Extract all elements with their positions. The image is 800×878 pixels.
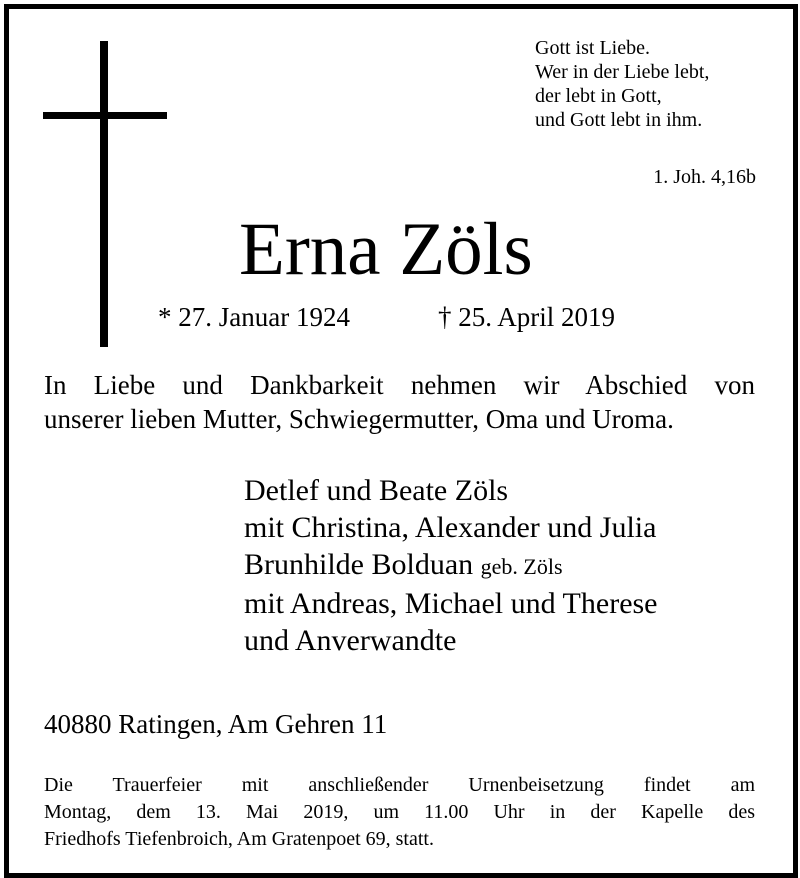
verse-reference: 1. Joh. 4,16b (653, 166, 756, 188)
bible-verse (535, 36, 709, 132)
verse-line: Wer in der Liebe lebt, (535, 61, 710, 83)
funeral-notice (44, 772, 755, 853)
family-member-name: Brunhilde Bolduan (244, 548, 474, 581)
family-line: Detlef und Beate Zöls (244, 474, 509, 507)
cross-vertical-bar (100, 41, 108, 347)
verse-line: und Gott lebt in ihm. (535, 109, 703, 131)
intro-line: unserer lieben Mutter, Schwiegermutter, Oma und Uroma. (44, 404, 674, 434)
verse-line: Gott ist Liebe. (535, 37, 650, 59)
family-line: mit Andreas, Michael und Therese (244, 587, 658, 620)
birth-date: * 27. Januar 1924 (158, 302, 350, 332)
maiden-name-note: geb. Zöls (480, 554, 563, 579)
notice-line: Montag, dem 13. Mai 2019, um 11.00 Uhr in der Kapelle des (44, 801, 755, 823)
verse-line: der lebt in Gott, (535, 85, 662, 107)
notice-line: Friedhofs Tiefenbroich, Am Gratenpoet 69, statt. (44, 828, 434, 850)
family-list (244, 472, 658, 659)
deceased-name: Erna Zöls (239, 208, 533, 291)
intro-text (44, 368, 755, 436)
family-line (244, 546, 658, 585)
family-line: mit Christina, Alexander und Julia (244, 511, 657, 544)
intro-line: In Liebe und Dankbarkeit nehmen wir Abschied von (44, 370, 755, 400)
death-date: † 25. April 2019 (438, 302, 616, 332)
notice-line: Die Trauerfeier mit anschließender Urnenbeisetzung findet am (44, 774, 755, 796)
address: 40880 Ratingen, Am Gehren 11 (44, 709, 388, 739)
cross-horizontal-bar (43, 112, 167, 119)
family-line: und Anverwandte (244, 624, 457, 657)
obituary-border (4, 4, 798, 878)
